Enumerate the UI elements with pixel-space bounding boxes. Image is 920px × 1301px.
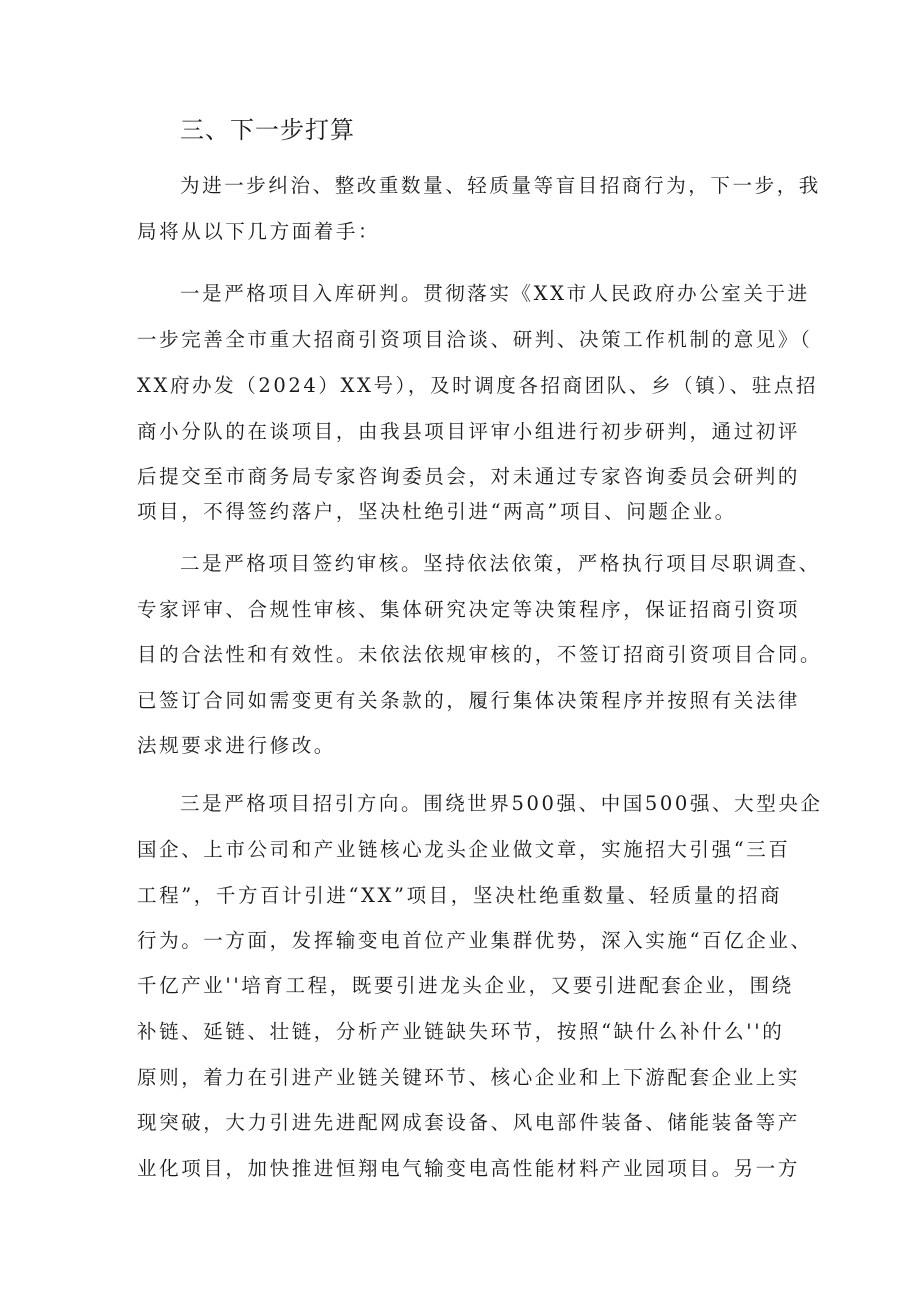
- paragraph-4-line-5: 千亿产业''培育工程，既要引进龙头企业，又要引进配套企业，围绕: [137, 974, 794, 997]
- paragraph-4-line-6: 补链、延链、壮链，分析产业链缺失环节，按照“缺什么补什么''的: [137, 1020, 785, 1043]
- paragraph-3-line-5: 法规要求进行修改。: [137, 734, 336, 757]
- paragraph-2-line-3: XX府办发（2024）XX号），及时调度各招商团队、乡（镇）、驻点招: [137, 374, 819, 397]
- paragraph-4-line-3: 工程”，千方百计引进“XX”项目，坚决杜绝重数量、轻质量的招商: [137, 884, 783, 907]
- paragraph-3-line-2: 专家评审、合规性审核、集体研究决定等决策程序，保证招商引资项: [137, 598, 801, 621]
- paragraph-2-line-4: 商小分队的在谈项目，由我县项目评审小组进行初步研判，通过初评: [137, 420, 801, 443]
- paragraph-2-line-5: 后提交至市商务局专家咨询委员会，对未通过专家咨询委员会研判的: [137, 465, 801, 488]
- paragraph-1-line-1: 为进一步纠治、整改重数量、轻质量等盲目招商行为，下一步，我: [180, 174, 821, 197]
- paragraph-1-line-2: 局将从以下几方面着手：: [137, 220, 381, 243]
- paragraph-4-line-1: 三是严格项目招引方向。围绕世界500强、中国500强、大型央企: [180, 792, 823, 815]
- paragraph-4-line-7: 原则，着力在引进产业链关键环节、核心企业和上下游配套企业上实: [137, 1066, 801, 1089]
- paragraph-3-line-3: 目的合法性和有效性。未依法依规审核的，不签订招商引资项目合同。: [137, 643, 823, 666]
- paragraph-4-line-8: 现突破，大力引进先进配网成套设备、风电部件装备、储能装备等产: [137, 1111, 801, 1134]
- paragraph-2-line-1: 一是严格项目入库研判。贯彻落实《XX市人民政府办公室关于进: [180, 282, 810, 305]
- paragraph-2-line-2: 一步完善全市重大招商引资项目洽谈、研判、决策工作机制的意见》（: [137, 328, 813, 351]
- paragraph-3-line-4: 已签订合同如需变更有关条款的，履行集体决策程序并按照有关法律: [137, 689, 801, 712]
- paragraph-3-line-1: 二是严格项目签约审核。坚持依法依策，严格执行项目尽职调查、: [180, 552, 821, 575]
- paragraph-2-line-6: 项目，不得签约落户，坚决杜绝引进“两高”项目、问题企业。: [137, 500, 737, 523]
- paragraph-4-line-9: 业化项目，加快推进恒翔电气输变电高性能材料产业园项目。另一方: [137, 1157, 801, 1180]
- section-heading: 三、下一步打算: [180, 116, 355, 144]
- paragraph-4-line-2: 国企、上市公司和产业链核心龙头企业做文章，实施招大引强“三百: [137, 838, 791, 861]
- paragraph-4-line-4: 行为。一方面，发挥输变电首位产业集群优势，深入实施“百亿企业、: [137, 929, 813, 952]
